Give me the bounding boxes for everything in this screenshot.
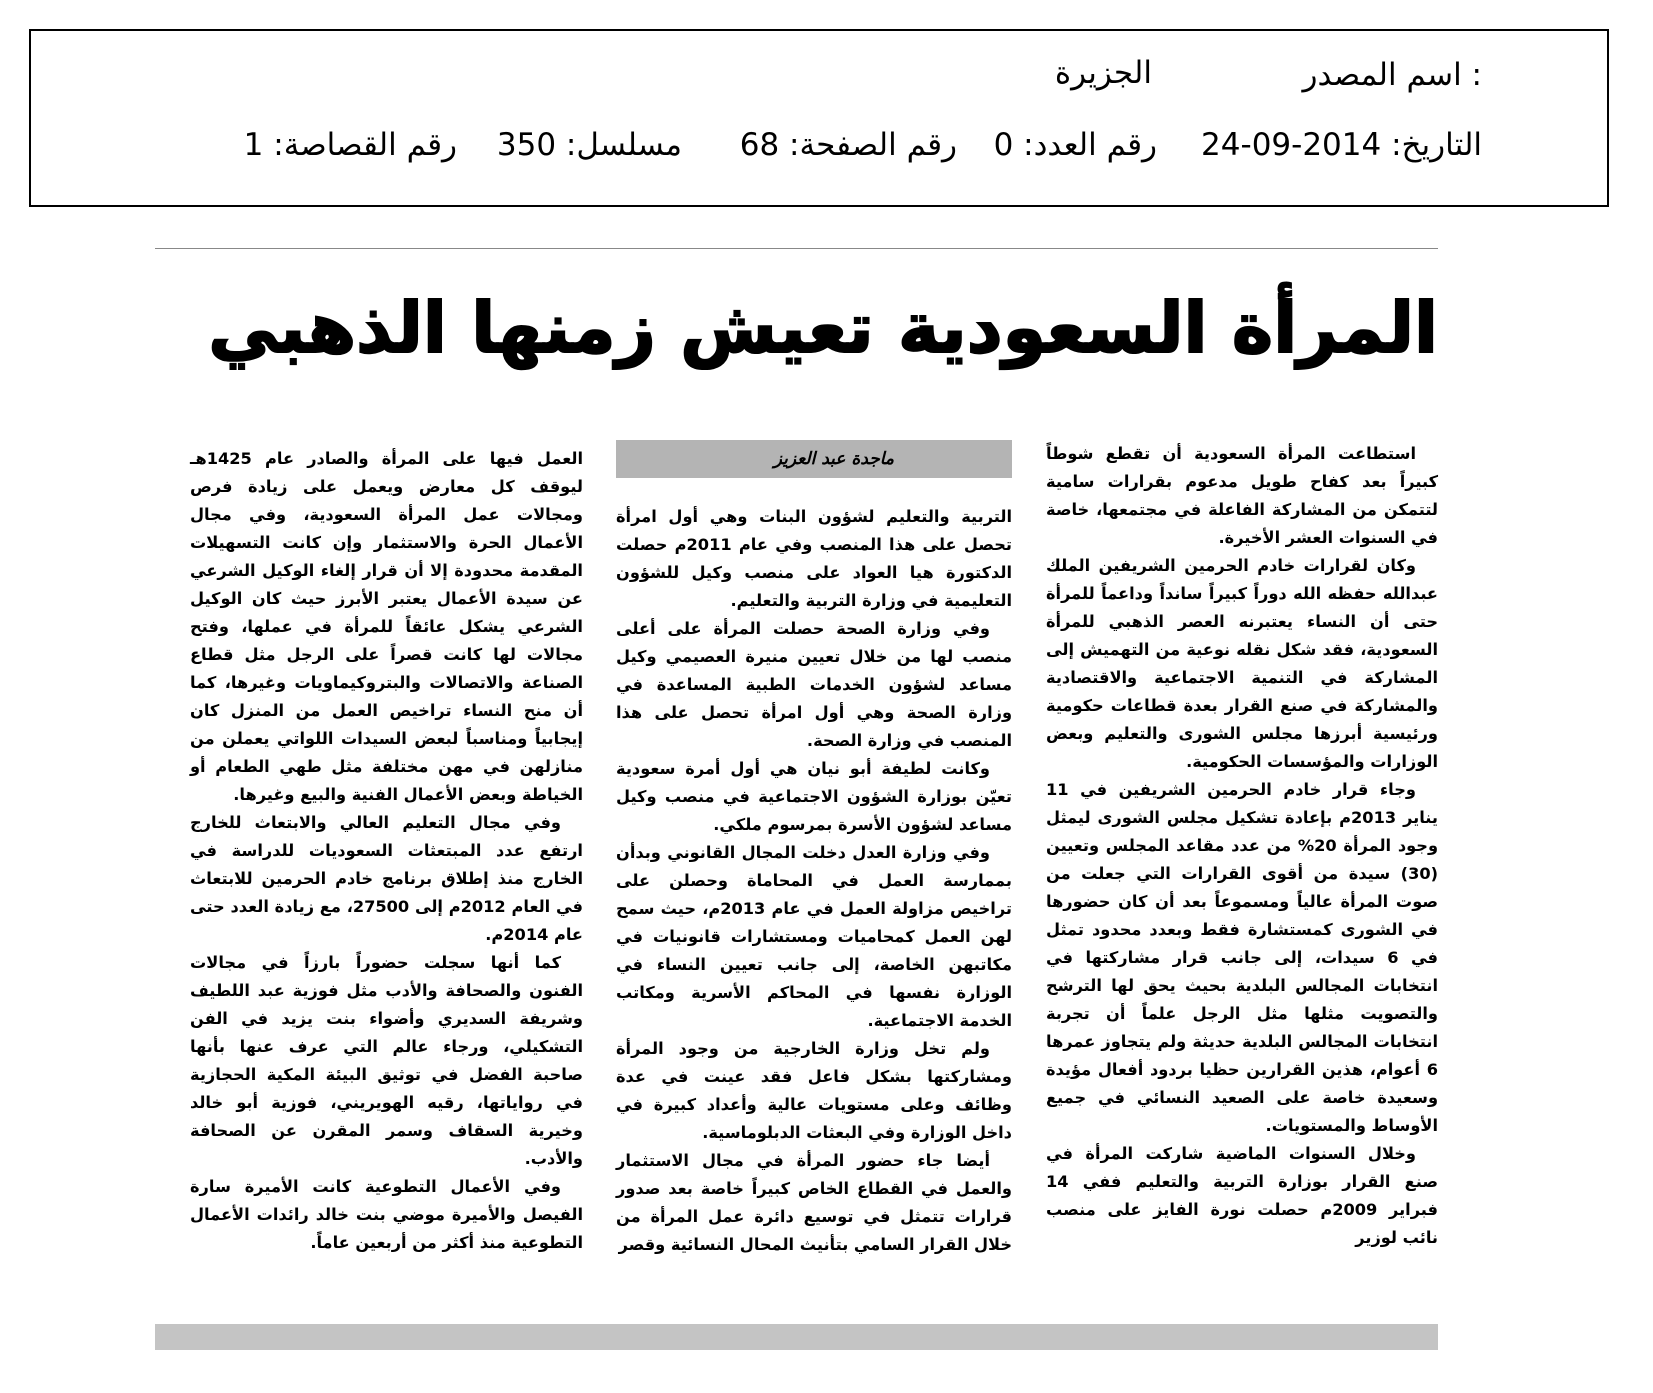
date-label: التاريخ: 2014-09-24 [1201, 127, 1482, 163]
paragraph: استطاعت المرأة السعودية أن تقطع شوطاً كبيراً بعد كفاح طويل مدعوم بقرارات سامية لتتمكن من المشاركة الفاعلة في مجتمعها، خاصة في السنوات العشر الأخيرة. [1046, 444, 1438, 547]
clip-number-label: رقم القصاصة: 1 [243, 127, 457, 163]
clipping-info-box [29, 29, 1609, 207]
serial-label: مسلسل: 350 [496, 127, 682, 163]
paragraph: كما أنها سجلت حضوراً بارزاً في مجالات الفنون والصحافة والأدب مثل فوزية عبد اللطيف وشريفة السديري وأضواء بنت يزيد في الفن التشكيلي، ورجاء عالم التي عرف عنها بأنها صاحبة الفضل في توثيق البيئة المكية الحجازية في رواياتها، رقيه الهويريني، فوزية أبو خالد وخيرية السقاف وسمر المقرن عن الصحافة والأدب. [190, 953, 583, 1168]
paragraph: وفي وزارة العدل دخلت المجال القانوني وبدأن بممارسة العمل في المحاماة وحصلن على تراخيص مزاولة العمل في عام 2013م، حيث سمح لهن العمل كمحاميات ومستشارات قانونيات في مكاتبهن الخاصة، إلى جانب تعيين النساء في الوزارة نفسها في المحاكم الأسرية ومكاتب الخدمة الاجتماعية. [616, 843, 1013, 1030]
author-byline: ماجدة عبد العزيز [616, 440, 1012, 478]
article-column-left [190, 445, 583, 1257]
paragraph: التربية والتعليم لشؤون البنات وهي أول امرأة تحصل على هذا المنصب وفي عام 2011م حصلت الدكتورة هيا العواد على منصب وكيل للشؤون التعليمية في وزارة التربية والتعليم. [616, 507, 1012, 610]
paragraph: وخلال السنوات الماضية شاركت المرأة في صنع القرار بوزارة التربية والتعليم ففي 14 فبراير 2009م حصلت نورة الفايز على منصب نائب لوزير [1046, 1144, 1438, 1247]
article-column-right [1046, 440, 1438, 1252]
paragraph: وفي الأعمال التطوعية كانت الأميرة سارة الفيصل والأميرة موضي بنت خالد رائدات الأعمال التطوعية منذ أكثر من أربعين عاماً. [190, 1177, 583, 1252]
bottom-bar [155, 1324, 1438, 1350]
article-column-middle [616, 503, 1012, 1259]
source-value: الجزيرة [1054, 55, 1152, 91]
paragraph: وكان لقرارات خادم الحرمين الشريفين الملك عبدالله حفظه الله دوراً كبيراً سانداً وداعماً للمرأة حتى أن النساء يعتبرنه العصر الذهبي للمرأة السعودية، فقد شكل نقله نوعية من التهميش إلى المشاركة في التنمية الاجتماعية والاقتصادية والمشاركة في صنع القرار بعدة قطاعات حكومية ورئيسية أبرزها مجلس الشورى والتعليم وبعض الوزارات والمؤسسات الحكومية. [1046, 556, 1438, 771]
issue-label: رقم العدد: 0 [993, 127, 1157, 163]
page-number-label: رقم الصفحة: 68 [739, 127, 957, 163]
source-label: اسم المصدر : [1302, 57, 1482, 93]
article-headline: المرأة السعودية تعيش زمنها الذهبي [208, 287, 1438, 369]
paragraph: أيضا جاء حضور المرأة في مجال الاستثمار والعمل في القطاع الخاص كبيراً خاصة بعد صدور قرارات تتمثل في توسيع دائرة عمل المرأة من خلال القرار السامي بتأنيث المحال النسائية وقصر [616, 1151, 1012, 1254]
paragraph: وفي مجال التعليم العالي والابتعاث للخارج ارتفع عدد المبتعثات السعوديات للدراسة في الخارج منذ إطلاق برنامج خادم الحرمين للابتعاث في العام 2012م إلى 27500، مع زيادة العدد حتى عام 2014م. [190, 813, 583, 944]
paragraph: ولم تخل وزارة الخارجية من وجود المرأة ومشاركتها بشكل فاعل فقد عينت في عدة وظائف وعلى مستويات عالية وأعداد كبيرة في داخل الوزارة وفي البعثات الدبلوماسية. [616, 1039, 1012, 1142]
paragraph: وفي وزارة الصحة حصلت المرأة على أعلى منصب لها من خلال تعيين منيرة العصيمي وكيل مساعد لشؤون الخدمات الطبية المساعدة في وزارة الصحة وهي أول امرأة تحصل على هذا المنصب في وزارة الصحة. [616, 619, 1012, 750]
paragraph: العمل فيها على المرأة والصادر عام 1425هـ ليوقف كل معارض ويعمل على زيادة فرص ومجالات عمل المرأة السعودية، وفي مجال الأعمال الحرة والاستثمار وإن كانت التسهيلات المقدمة محدودة إلا أن قرار إلغاء الوكيل الشرعي عن سيدة الأعمال يعتبر الأبرز حيث كان الوكيل الشرعي يشكل عائقاً للمرأة في عملها، وفتح مجالات لها كانت قصراً على الرجل مثل قطاع الصناعة والاتصالات والبتروكيماويات وغيرها، كما أن منح النساء تراخيص العمل من المنزل كان إيجابياً ومناسباً لبعض السيدات اللواتي يعملن من منازلهن في مهن مختلفة مثل طهي الطعام أو الخياطة وبعض الأعمال الفنية والبيع وغيرها. [190, 449, 583, 804]
top-rule [155, 248, 1438, 249]
paragraph: وكانت لطيفة أبو نيان هي أول أمرة سعودية تعيّن بوزارة الشؤون الاجتماعية في منصب وكيل مساعد لشؤون الأسرة بمرسوم ملكي. [616, 759, 1012, 834]
paragraph: وجاء قرار خادم الحرمين الشريفين في 11 يناير 2013م بإعادة تشكيل مجلس الشورى ليمثل وجود المرأة 20% من عدد مقاعد المجلس وتعيين (30) سيدة من أقوى القرارات التي جعلت من صوت المرأة عالياً ومسموعاً بعد أن كان حضورها في الشورى كمستشارة فقط وبعدد محدود تمثل في 6 سيدات، إلى جانب قرار مشاركتها في انتخابات المجالس البلدية بحيث يحق لها الترشح والتصويت مثلها مثل الرجل علماً أن تجربة انتخابات المجالس البلدية حديثة ولم يتجاوز عمرها 6 أعوام، هذين القرارين حظيا بردود أفعال مؤيدة وسعيدة خاصة على الصعيد النسائي في جميع الأوساط والمستويات. [1046, 780, 1439, 1135]
